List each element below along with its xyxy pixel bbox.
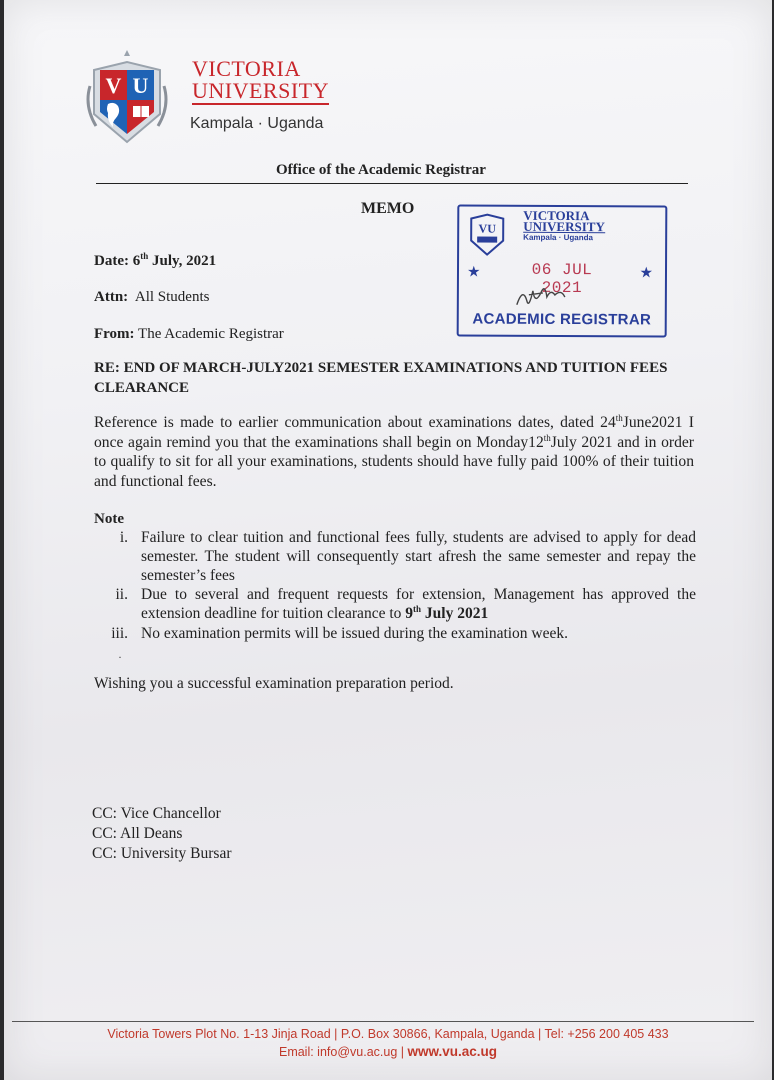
note-text: No examination permits will be issued during the examination week.	[141, 625, 569, 642]
stamp-name-line2: UNIVERSITY	[523, 218, 605, 235]
note-text	[141, 585, 696, 623]
note-text: Failure to clear tuition and functional fees fully, students are advised to apply for dead semester. The student will consequently start afresh the same semester and repay the semester’s fees	[141, 529, 696, 584]
signature	[509, 281, 579, 313]
university-logo	[84, 40, 170, 150]
body-text-1: Reference is made to earlier communication about examinations dates, dated 24	[94, 414, 616, 431]
from-line	[94, 326, 284, 343]
body-paragraph	[94, 413, 694, 491]
deadline-suffix: th	[413, 603, 422, 614]
university-name	[192, 58, 329, 105]
from-value: The Academic Registrar	[138, 326, 284, 342]
body-suffix-1: th	[615, 412, 623, 423]
stray-mark: ·	[118, 650, 122, 664]
university-name-line1: VICTORIA	[192, 56, 301, 81]
location-separator: ·	[257, 115, 263, 132]
note-heading: Note	[94, 511, 124, 527]
cc-line: CC: Vice Chancellor	[92, 805, 221, 822]
footer-email: Email: info@vu.ac.ug |	[278, 1045, 408, 1059]
cc-line: CC: University Bursar	[92, 845, 232, 862]
subject-line: RE: END OF MARCH-JULY2021 SEMESTER EXAMINATIONS AND TUITION FEES CLEARANCE	[94, 360, 668, 396]
memo-heading: MEMO	[361, 200, 415, 217]
memo-page	[4, 0, 772, 1080]
footer-divider	[12, 1021, 754, 1022]
star-icon: ★	[466, 264, 481, 281]
logo-letter-u: U	[132, 73, 149, 98]
date-day: 6	[132, 253, 141, 269]
body-text-2: June2021 I once again remind you that the examinations shall begin on Monday12	[94, 414, 694, 451]
star-icon: ★	[639, 265, 654, 282]
stamp-logo-icon	[467, 211, 507, 259]
footer-contact	[4, 1044, 772, 1059]
stamp-university-name	[523, 207, 605, 235]
closing-line: Wishing you a successful examination preparation period.	[94, 675, 454, 692]
stamp-title: ACADEMIC REGISTRAR	[472, 310, 652, 329]
university-name-line2: UNIVERSITY	[192, 78, 329, 103]
attn-line	[94, 289, 209, 306]
location-city: Kampala	[190, 115, 254, 132]
stamp-date: 06 JUL 2021	[531, 260, 593, 298]
footer-address: Victoria Towers Plot No. 1-13 Jinja Road | P.O. Box 30866, Kampala, Uganda | Tel: +256 200 405 433	[107, 1027, 669, 1041]
stamp-name-line1: VICTORIA	[523, 207, 590, 224]
date-month-year: July, 2021	[152, 253, 217, 269]
university-location	[190, 115, 323, 133]
logo-letter-v: V	[105, 73, 122, 98]
attn-value: All Students	[134, 289, 210, 305]
stamp-location: Kampala · Uganda	[523, 232, 593, 243]
deadline-month-year: July 2021	[421, 605, 489, 622]
office-heading: Office of the Academic Registrar	[276, 162, 486, 178]
attn-label: Attn:	[94, 289, 129, 305]
svg-text:VU: VU	[478, 221, 496, 236]
note-number: ii.	[115, 586, 128, 603]
registrar-stamp	[457, 204, 668, 337]
footer-website: www.vu.ac.ug	[407, 1044, 498, 1059]
date-day-suffix: th	[140, 251, 149, 261]
body-text-3: July 2021 and in order to qualify to sit for all your examinations, students should have fully paid 100% of their tuition and functional fees.	[94, 433, 694, 490]
note-text-plain: Due to several and frequent requests for extension, Management has approved the extension deadline for tuition clearance to	[141, 586, 696, 622]
cc-line: CC: All Deans	[92, 825, 183, 842]
note-number: iii.	[111, 625, 128, 642]
location-country: Uganda	[267, 115, 324, 132]
date-line	[94, 253, 216, 270]
date-label: Date:	[94, 253, 129, 269]
header-divider	[96, 183, 688, 184]
from-label: From:	[94, 326, 135, 342]
body-suffix-2: th	[543, 432, 551, 443]
deadline-day: 9	[405, 605, 414, 622]
note-number: i.	[119, 529, 128, 546]
